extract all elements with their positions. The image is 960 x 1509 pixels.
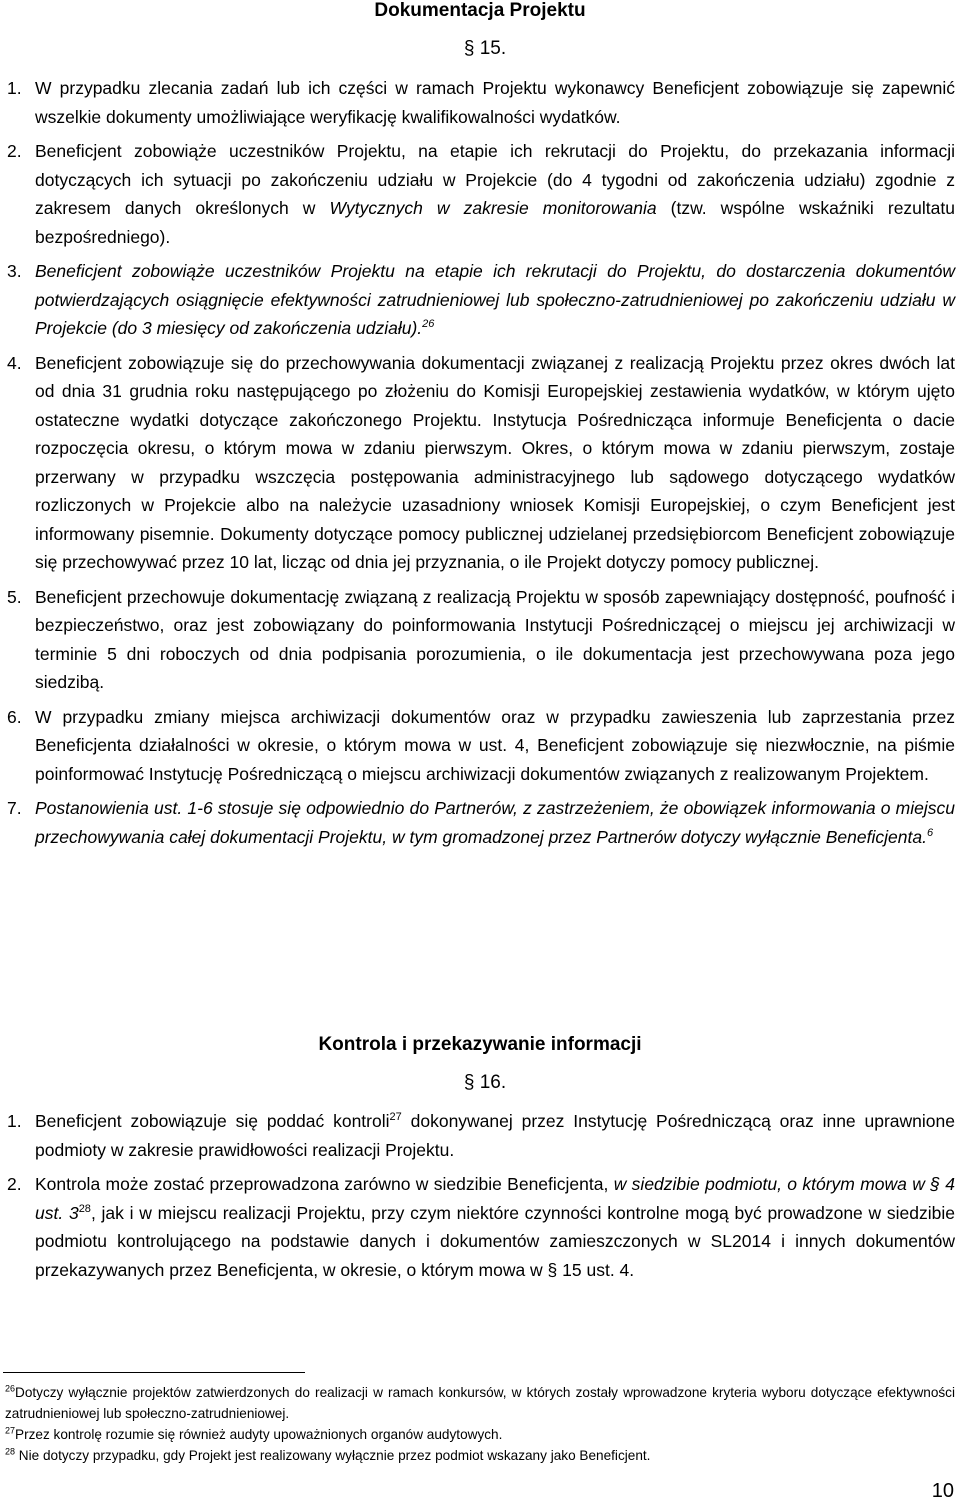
- item-number: 1.: [7, 78, 22, 98]
- list-item: [0, 257, 955, 343]
- item-text: Beneficjent zobowiązuje się poddać kontroli: [35, 1111, 390, 1131]
- list-item: [0, 74, 955, 131]
- item-text: , jak i w miejscu realizacji Projektu, przy czym niektóre czynności kontrolne mogą być prowadzone w siedzibie podmiotu kontrolującego na podstawie danych i dokumentów zamieszczonych w SL2014 i innych dokumentów przekazywanych przez Beneficjenta, w okresie, o którym mowa w § 15 ust. 4.: [35, 1202, 955, 1280]
- footnote-divider: [3, 1372, 305, 1373]
- footnote-ref[interactable]: 26: [422, 318, 435, 331]
- section-number-15: § 15.: [463, 38, 507, 59]
- item-number: 1.: [7, 1111, 22, 1131]
- footnote-text: Nie dotyczy przypadku, gdy Projekt jest realizowany wyłącznie przez podmiot wskazany jako Beneficjent.: [18, 1448, 651, 1463]
- section-heading-dokumentacja: Dokumentacja Projektu: [374, 0, 586, 21]
- footnote-text: Przez kontrolę rozumie się również audyty upoważnionych organów audytowych.: [15, 1427, 503, 1442]
- item-text-italic: w siedzibie podmiotu, o którym mowa w § 4 ust. 3: [35, 1174, 955, 1223]
- item-text: Beneficjent zobowiąże uczestników Projektu na etapie ich rekrutacji do Projektu, do dostarczenia dokumentów potwierdzających osiągnięcie efektywności zatrudnieniowej lub społeczno-zatrudnieniowej po zakończeniu udziału w Projekcie (do 3 miesięcy od zakończenia udziału).: [35, 261, 955, 338]
- item-text: Beneficjent zobowiązuje się do przechowywania dokumentacji związanej z realizacją Projektu przez okres dwóch lat od dnia 31 grudnia roku następującego po złożeniu do Komisji Europejskiej zestawienia wydatków, w którym ujęto ostateczne wydatki dotyczące zakończonego Projektu. Instytucja Pośrednicząca informuje Beneficjenta o dacie rozpoczęcia okresu, o którym mowa w zdaniu pierwszym. Okres, o którym mowa w zdaniu pierwszym, zostaje przerwany w przypadku wszczęcia postępowania administracyjnego lub sądowego dotyczącego wydatków rozliczonych w Projekcie albo na należycie uzasadniony wniosek Komisji Europejskiej, o czym Beneficjent jest informowany pisemnie. Dokumenty dotyczące pomocy publicznej udzielanej przedsiębiorcom Beneficjent zobowiązuje się przechowywać przez 10 lat, licząc od dnia jej przyznania, o ile Projekt dotyczy pomocy publicznej.: [35, 352, 955, 572]
- item-number: 2.: [7, 141, 22, 161]
- footnote-28: [5, 1445, 955, 1466]
- item-text: Postanowienia ust. 1-6 stosuje się odpowiednio do Partnerów, z zastrzeżeniem, że obowiązek informowania o miejscu przechowywania całej dokumentacji Projektu, w tym gromadzonej przez Partnerów dotyczy wyłącznie Beneficjenta.: [35, 798, 955, 847]
- item-text-italic: Wytycznych w zakresie monitorowania: [329, 198, 657, 218]
- footnote-26: [5, 1382, 955, 1424]
- list-item: [0, 583, 955, 697]
- item-number: 7.: [7, 798, 22, 818]
- footnotes: [5, 1382, 955, 1466]
- footnote-number: 26: [5, 1383, 16, 1394]
- list-item: [0, 703, 955, 789]
- item-text: W przypadku zmiany miejsca archiwizacji dokumentów oraz w przypadku zawieszenia lub zaprzestania przez Beneficjenta działalności w okresie, o którym mowa w ust. 4, Beneficjent zobowiązuje się niezwłocznie, na piśmie poinformować Instytucję Pośredniczącą o miejscu archiwizacji dokumentów związanych z realizowanym Projektem.: [35, 706, 955, 784]
- item-text: dokonywanej przez Instytucję Pośredniczącą oraz inne uprawnione podmioty w zakresie prawidłowości realizacji Projektu.: [35, 1111, 955, 1160]
- item-number: 6.: [7, 706, 22, 727]
- footnote-text: Dotyczy wyłącznie projektów zatwierdzonych do realizacji w ramach konkursów, w których zostały wprowadzone kryteria wyboru dotyczące efektywności zatrudnieniowej lub społeczno-zatrudnieniowej.: [5, 1385, 955, 1421]
- list-item: [0, 137, 955, 251]
- footnote-27: [5, 1424, 955, 1445]
- page-number: 10: [931, 1480, 954, 1502]
- section-15-list: [0, 74, 955, 857]
- list-item: [0, 794, 955, 851]
- item-number: 4.: [7, 352, 22, 373]
- item-text: Beneficjent przechowuje dokumentację związaną z realizacją Projektu w sposób zapewniający dostępność, poufność i bezpieczeństwo, oraz jest zobowiązany do poinformowania Instytucji Pośredniczącej o miejscu jej archiwizacji w terminie 5 dni roboczych od dnia podpisania porozumienia, o ile dokumentacja jest przechowywana poza jego siedzibą.: [35, 586, 955, 692]
- item-text: (tzw. wspólne wskaźniki rezultatu bezpośredniego).: [35, 198, 955, 247]
- section-number-16: § 16.: [463, 1072, 507, 1093]
- section-heading-kontrola: Kontrola i przekazywanie informacji: [318, 1034, 642, 1055]
- section-16-list: [0, 1107, 955, 1290]
- list-item: [0, 1170, 955, 1284]
- footnote-ref[interactable]: 6: [926, 826, 934, 839]
- footnote-number: 27: [5, 1425, 16, 1436]
- item-number: 5.: [7, 586, 22, 607]
- item-number: 3.: [7, 261, 22, 281]
- footnote-number: 28: [5, 1446, 16, 1457]
- item-number: 2.: [7, 1174, 22, 1194]
- list-item: [0, 349, 955, 577]
- item-text: Beneficjent zobowiąże uczestników Projektu, na etapie ich rekrutacji do Projektu, do przekazania informacji dotyczących ich sytuacji po zakończeniu udziału w Projekcie (do 4 tygodni od zakończenia udziału) zgodnie z zakresem danych określonych w: [35, 141, 955, 218]
- footnote-ref[interactable]: 28: [78, 1202, 91, 1215]
- item-text: W przypadku zlecania zadań lub ich części w ramach Projektu wykonawcy Beneficjent zobowiązuje się zapewnić wszelkie dokumenty umożliwiające weryfikację kwalifikowalności wydatków.: [35, 78, 955, 127]
- footnote-ref[interactable]: 27: [389, 1111, 402, 1124]
- item-text: Kontrola może zostać przeprowadzona zarówno w siedzibie Beneficjenta,: [35, 1174, 614, 1194]
- list-item: [0, 1107, 955, 1164]
